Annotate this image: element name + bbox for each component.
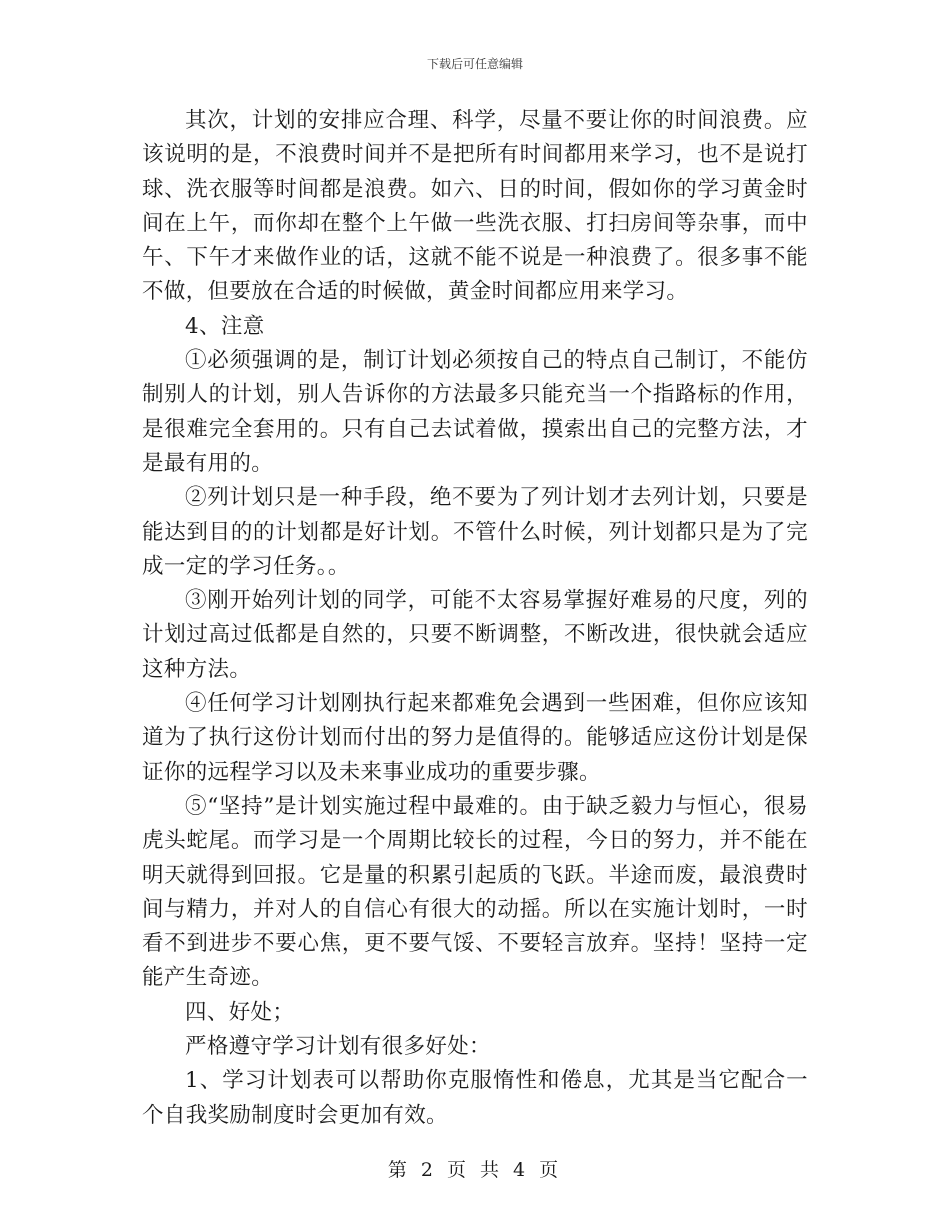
heading-benefits: 四、好处； <box>185 999 295 1025</box>
benefits-intro: 严格遵守学习计划有很多好处： <box>185 1034 491 1060</box>
heading-notes: 4、注意 <box>185 313 265 339</box>
document-body <box>142 104 808 1133</box>
note-item-2: ②列计划只是一种手段，绝不要为了列计划才去列计划，只要是能达到目的的计划都是好计划。不管什么时候，列计划都只是为了完成一定的学习任务。。 <box>142 485 808 579</box>
note-item-5: ⑤“坚持”是计划实施过程中最难的。由于缺乏毅力与恒心，很易虎头蛇尾。而学习是一个周期比较长的过程，今日的努力，并不能在明天就得到回报。它是量的积累引起质的飞跃。半途而废，最浪费时间与精力，并对人的自信心有很大的动摇。所以在实施计划时，一时看不到进步不要心焦，更不要气馁、不要轻言放弃。坚持！坚持一定能产生奇迹。 <box>142 793 808 991</box>
benefit-item-1: 1、学习计划表可以帮助你克服惰性和倦息，尤其是当它配合一个自我奖励制度时会更加有效。 <box>142 1068 808 1128</box>
note-item-3: ③刚开始列计划的同学，可能不太容易掌握好难易的尺度，列的计划过高过低都是自然的，只要不断调整，不断改进，很快就会适应这种方法。 <box>142 588 808 682</box>
page-footer: 第 2 页 共 4 页 <box>387 1159 563 1181</box>
note-item-4: ④任何学习计划刚执行起来都难免会遇到一些困难，但你应该知道为了执行这份计划而付出的努力是值得的。能够适应这份计划是保证你的远程学习以及未来事业成功的重要步骤。 <box>142 691 808 785</box>
paragraph-time-arrangement: 其次，计划的安排应合理、科学，尽量不要让你的时间浪费。应该说明的是，不浪费时间并不是把所有时间都用来学习，也不是说打球、洗衣服等时间都是浪费。如六、日的时间，假如你的学习黄金时间在上午，而你却在整个上午做一些洗衣服、打扫房间等杂事，而中午、下午才来做作业的话，这就不能不说是一种浪费了。很多事不能不做，但要放在合适的时候做，黄金时间都应用来学习。 <box>142 108 808 305</box>
note-item-1: ①必须强调的是，制订计划必须按自己的特点自己制订，不能仿制别人的计划，别人告诉你的方法最多只能充当一个指路标的作用，是很难完全套用的。只有自己去试着做，摸索出自己的完整方法，才是最有用的。 <box>142 348 808 476</box>
page-header: 下载后可任意编辑 <box>426 57 523 71</box>
